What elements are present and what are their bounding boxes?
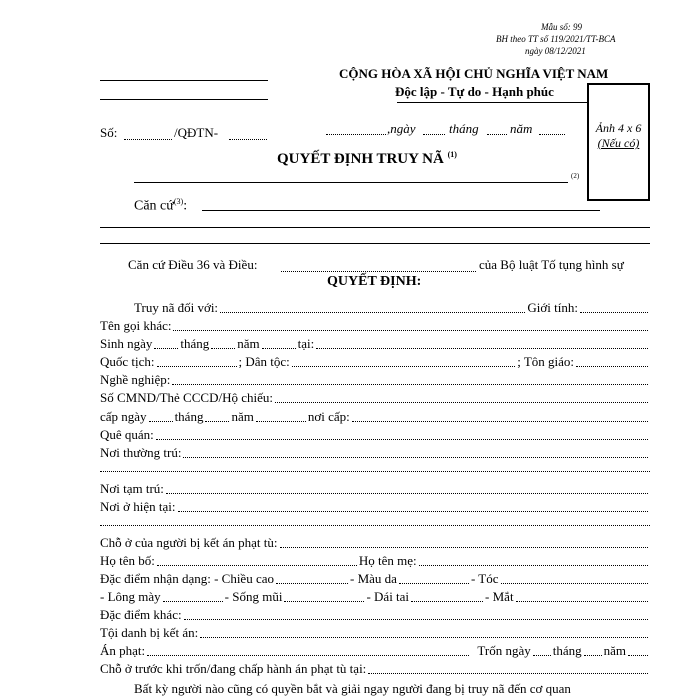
- current-residence-label: Nơi ở hiện tại:: [100, 499, 176, 514]
- prior-residence-label: Chỗ ở trước khi trốn/đang chấp hành án phạt tù tại:: [100, 661, 367, 676]
- occupation-field[interactable]: [172, 384, 648, 385]
- motto: Độc lập - Tự do - Hạnh phúc: [395, 84, 554, 99]
- title-note: (1): [447, 150, 457, 159]
- hometown-label: Quê quán:: [100, 427, 154, 442]
- escape-year-field[interactable]: [628, 655, 648, 656]
- eyes-label: - Mắt: [485, 589, 514, 604]
- id-number-label: Số CMND/Thẻ CCCD/Hộ chiếu:: [100, 390, 273, 405]
- permanent-residence-field[interactable]: [183, 457, 648, 458]
- decision-number-suffix: /QĐTN-: [174, 125, 219, 140]
- row-id-issue: [100, 409, 650, 425]
- issuer-line-note: (2): [571, 172, 580, 180]
- skin-color-field[interactable]: [399, 583, 469, 584]
- earlobe-label: - Dái tai: [366, 589, 410, 604]
- issuer-line: [134, 182, 568, 183]
- current-residence-field[interactable]: [178, 511, 649, 512]
- issue-year-field[interactable]: [256, 421, 306, 422]
- gender-field[interactable]: [580, 312, 648, 313]
- skin-color-label: - Màu da: [350, 571, 397, 586]
- row-wanted-person: [134, 300, 650, 316]
- birth-day-label: Sinh ngày: [100, 336, 153, 351]
- sentence-label: Án phạt:: [100, 643, 146, 658]
- crime-label: Tội danh bị kết án:: [100, 625, 199, 640]
- id-number-field[interactable]: [275, 402, 648, 403]
- nose-field[interactable]: [284, 601, 364, 602]
- escape-month-label: tháng: [552, 643, 582, 658]
- row-crime: [100, 625, 650, 641]
- birth-day-field[interactable]: [154, 348, 178, 349]
- photo-placeholder: [587, 83, 650, 201]
- legal-basis-field[interactable]: [202, 210, 600, 211]
- eyes-field[interactable]: [516, 601, 648, 602]
- father-name-field[interactable]: [157, 565, 357, 566]
- issue-place-label: nơi cấp:: [307, 409, 350, 424]
- row-alias: [100, 318, 650, 334]
- row-parents: [100, 553, 650, 569]
- photo-size-label: Ảnh 4 x 6: [595, 121, 642, 135]
- other-features-field[interactable]: [184, 619, 648, 620]
- height-label: Đặc điểm nhận dạng: - Chiều cao: [100, 571, 274, 586]
- form-number: Mẫu số: 99: [541, 22, 582, 32]
- birth-place-label: tại:: [297, 336, 315, 351]
- legal-basis-label: [134, 197, 187, 215]
- crime-field[interactable]: [200, 637, 648, 638]
- decision-number-field[interactable]: [124, 139, 172, 140]
- decision-heading: QUYẾT ĐỊNH:: [327, 274, 422, 289]
- temporary-residence-field[interactable]: [166, 493, 648, 494]
- mother-name-label: Họ tên mẹ:: [358, 553, 417, 568]
- date-year-field[interactable]: [539, 134, 565, 135]
- alias-field[interactable]: [173, 330, 648, 331]
- row-convict-residence: [100, 535, 650, 551]
- nationality-label: Quốc tịch:: [100, 354, 155, 369]
- earlobe-field[interactable]: [411, 601, 483, 602]
- row-hometown: [100, 427, 650, 443]
- nose-label: - Sống mũi: [224, 589, 283, 604]
- row-occupation: [100, 372, 650, 388]
- prior-residence-field[interactable]: [368, 673, 648, 674]
- current-residence-line-2[interactable]: [100, 525, 650, 526]
- convict-residence-label: Chỗ ở của người bị kết án phạt tù:: [100, 535, 278, 550]
- birth-year-label: năm: [237, 336, 260, 351]
- hair-label: - Tóc: [470, 571, 499, 586]
- article-basis-suffix: của Bộ luật Tố tụng hình sự: [479, 257, 624, 272]
- sentence-field[interactable]: [147, 655, 469, 656]
- row-identification-1: [100, 571, 650, 587]
- motto-underline: [397, 102, 587, 103]
- issue-day-field[interactable]: [149, 421, 173, 422]
- issue-month-field[interactable]: [205, 421, 229, 422]
- date-year-label: năm: [510, 121, 533, 136]
- article-basis-prefix: Căn cứ Điều 36 và Điều:: [128, 257, 258, 272]
- convict-residence-field[interactable]: [280, 547, 649, 548]
- row-nationality: [100, 354, 650, 370]
- agency-line-1: [100, 80, 268, 81]
- issue-month-label: tháng: [174, 409, 204, 424]
- row-identification-2: [100, 589, 650, 605]
- mother-name-field[interactable]: [419, 565, 648, 566]
- escape-year-label: năm: [603, 643, 626, 658]
- row-id-number: [100, 390, 650, 406]
- row-prior-residence: [100, 661, 650, 677]
- birth-year-field[interactable]: [262, 348, 296, 349]
- row-permanent-residence: [100, 445, 650, 461]
- ethnicity-label: ; Dân tộc:: [238, 354, 290, 369]
- legal-basis-line-2[interactable]: [100, 227, 650, 228]
- photo-optional-label: (Nếu có): [597, 136, 640, 150]
- legal-basis-colon: :: [183, 198, 188, 214]
- gender-label: Giới tính:: [527, 300, 578, 315]
- issue-place-field[interactable]: [352, 421, 648, 422]
- issue-day-label: cấp ngày: [100, 409, 147, 424]
- temporary-residence-label: Nơi tạm trú:: [100, 481, 164, 496]
- escape-month-field[interactable]: [584, 655, 602, 656]
- row-current-residence: [100, 499, 650, 515]
- escape-day-field[interactable]: [533, 655, 551, 656]
- row-sentence: [100, 643, 650, 659]
- arrest-notice: Bất kỳ người nào cũng có quyền bắt và giải ngay người đang bị truy nã đến cơ quan: [134, 681, 571, 696]
- agency-line-2: [100, 99, 268, 100]
- eyebrow-field[interactable]: [163, 601, 223, 602]
- nationality-field[interactable]: [157, 366, 237, 367]
- wanted-person-label: Truy nã đối với:: [134, 300, 219, 315]
- row-other-features: [100, 607, 650, 623]
- date-day-label: ,ngày: [387, 121, 416, 136]
- document-title: [277, 150, 457, 168]
- eyebrow-label: - Lông mày: [100, 589, 161, 604]
- decision-code-field[interactable]: [229, 139, 267, 140]
- country-name: CỘNG HÒA XÃ HỘI CHỦ NGHĨA VIỆT NAM: [339, 66, 609, 81]
- row-birth: [100, 336, 650, 352]
- occupation-label: Nghề nghiệp:: [100, 372, 171, 387]
- date-day-field[interactable]: [423, 134, 445, 135]
- height-field[interactable]: [276, 583, 348, 584]
- religion-label: ; Tôn giáo:: [517, 354, 574, 369]
- religion-field[interactable]: [576, 366, 648, 367]
- birth-place-field[interactable]: [316, 348, 648, 349]
- other-features-label: Đặc điểm khác:: [100, 607, 182, 622]
- legal-basis-note: (3): [173, 197, 184, 206]
- hair-field[interactable]: [501, 583, 649, 584]
- date-month-field[interactable]: [487, 134, 507, 135]
- permanent-residence-line-2[interactable]: [100, 471, 650, 472]
- permanent-residence-label: Nơi thường trú:: [100, 445, 182, 460]
- hometown-field[interactable]: [156, 439, 648, 440]
- father-name-label: Họ tên bố:: [100, 553, 155, 568]
- legal-basis-line-3[interactable]: [100, 243, 650, 244]
- row-temporary-residence: [100, 481, 650, 497]
- legal-basis-text: Căn cứ: [134, 198, 174, 214]
- ethnicity-field[interactable]: [292, 366, 515, 367]
- escape-day-label: Trốn ngày: [477, 643, 531, 658]
- birth-month-label: tháng: [180, 336, 210, 351]
- form-reference: BH theo TT số 119/2021/TT-BCA: [496, 34, 616, 44]
- wanted-person-field[interactable]: [220, 312, 525, 313]
- birth-month-field[interactable]: [211, 348, 235, 349]
- form-date: ngày 08/12/2021: [525, 46, 586, 56]
- place-field[interactable]: [326, 134, 386, 135]
- date-month-label: tháng: [449, 121, 479, 136]
- decision-number-label: Số:: [100, 125, 118, 140]
- alias-label: Tên gọi khác:: [100, 318, 172, 333]
- article-basis-field[interactable]: [281, 271, 476, 272]
- title-text: QUYẾT ĐỊNH TRUY NÃ: [277, 151, 444, 167]
- issue-year-label: năm: [231, 409, 254, 424]
